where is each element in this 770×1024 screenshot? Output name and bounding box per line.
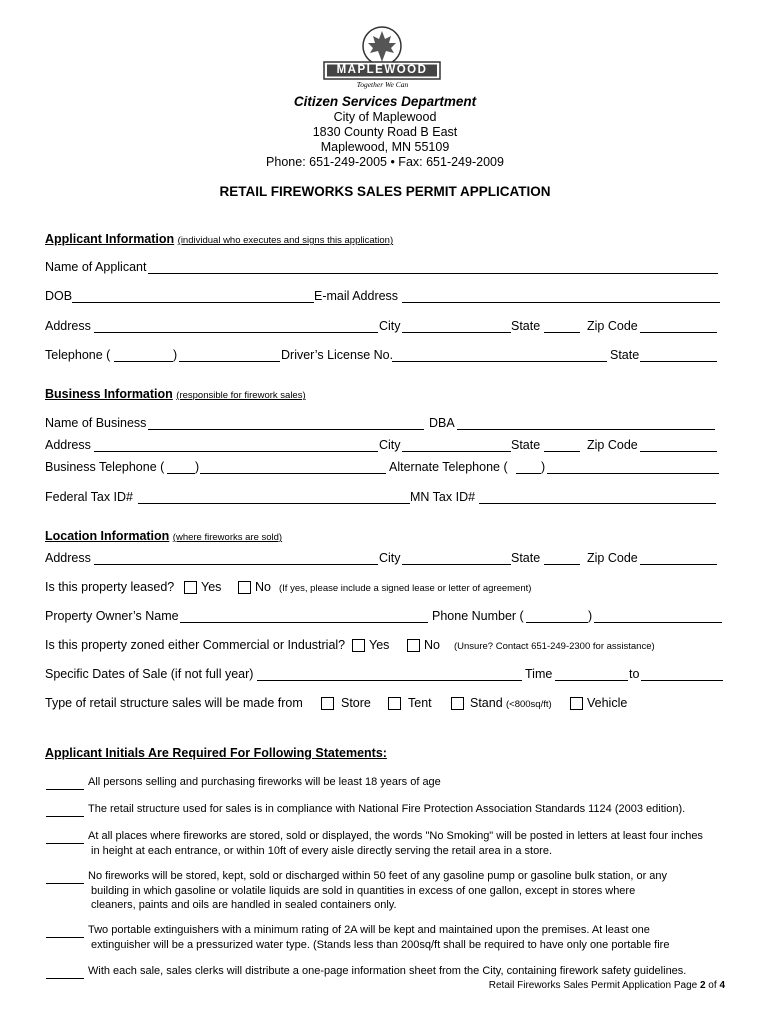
time-end-field[interactable] <box>641 680 723 681</box>
owner-phone-close: ) <box>588 609 593 623</box>
applicant-telephone-close: ) <box>173 348 178 362</box>
initials-heading: Applicant Initials Are Required For Following Statements: <box>45 746 387 760</box>
department-name: Citizen Services Department <box>293 94 477 109</box>
business-area-code-field[interactable] <box>167 473 195 474</box>
city-state-zip: Maplewood, MN 55109 <box>320 140 450 154</box>
statement-item <box>46 964 736 979</box>
time-label: Time <box>525 667 553 681</box>
applicant-zip-field[interactable] <box>640 332 717 333</box>
statement-text: All persons selling and purchasing fireworks will be least 18 years of age <box>88 776 441 788</box>
phone-fax: Phone: 651-249-2005 • Fax: 651-249-2009 <box>266 155 504 169</box>
statement-item <box>46 869 736 912</box>
alt-phone-label: Alternate Telephone ( <box>389 460 508 474</box>
business-state-label: State <box>511 438 541 452</box>
zoned-yes-label: Yes <box>369 638 390 652</box>
stand-checkbox[interactable] <box>451 697 464 710</box>
applicant-telephone-label: Telephone ( <box>45 348 111 362</box>
statement-item <box>46 829 736 858</box>
vehicle-checkbox[interactable] <box>570 697 583 710</box>
business-zip-field[interactable] <box>640 451 717 452</box>
applicant-address-label: Address <box>45 319 91 333</box>
statement-item <box>46 775 736 790</box>
license-label: Driver’s License No. <box>281 348 394 362</box>
license-state-field[interactable] <box>640 361 717 362</box>
statement-continuation: extinguisher will be a pressurized water type. (Stands less than 200sq/ft shall be required to have only one portable fire <box>91 939 670 951</box>
footer-of: of <box>705 980 720 991</box>
time-start-field[interactable] <box>555 680 628 681</box>
structure-question: Type of retail structure sales will be made from <box>45 696 303 710</box>
location-state-field[interactable] <box>544 564 580 565</box>
applicant-telephone-field[interactable] <box>179 361 280 362</box>
business-heading <box>45 387 306 401</box>
statement-continuation: building in which gasoline or volatile liquids are sold in quantities in excess of one gallon, except in stores where cleaners, paints and oils are handled in sealed containers only. <box>91 885 636 911</box>
statement-text: With each sale, sales clerks will distribute a one-page information sheet from the City, containing firework safety guidelines. <box>88 965 687 977</box>
alt-area-code-field[interactable] <box>516 473 541 474</box>
time-to-label: to <box>629 667 640 681</box>
business-phone-label: Business Telephone ( <box>45 460 165 474</box>
owner-phone-label: Phone Number ( <box>432 609 524 623</box>
dba-label: DBA <box>429 416 455 430</box>
business-phone-close: ) <box>195 460 200 474</box>
footer-text: Retail Fireworks Sales Permit Application Page <box>488 980 700 991</box>
mn-tax-field[interactable] <box>479 503 716 504</box>
owner-name-field[interactable] <box>180 622 428 623</box>
zoned-no-label: No <box>424 638 440 652</box>
email-field[interactable] <box>402 302 720 303</box>
location-zip-field[interactable] <box>640 564 717 565</box>
applicant-zip-label: Zip Code <box>587 319 638 333</box>
fed-tax-label: Federal Tax ID# <box>45 490 134 504</box>
dates-field[interactable] <box>257 680 522 681</box>
mn-tax-label: MN Tax ID# <box>410 490 476 504</box>
store-checkbox[interactable] <box>321 697 334 710</box>
statement-text: The retail structure used for sales is in compliance with National Fire Protection Association Standards 1124 (2003 edition). <box>88 803 686 815</box>
dates-label: Specific Dates of Sale (if not full year) <box>45 667 254 681</box>
street-address: 1830 County Road B East <box>312 125 458 139</box>
zoned-question: Is this property zoned either Commercial or Industrial? <box>45 638 346 652</box>
stand-note: (<800sq/ft) <box>506 699 552 710</box>
applicant-heading-note: (individual who executes and signs this application) <box>177 235 394 246</box>
location-city-label: City <box>379 551 401 565</box>
applicant-city-field[interactable] <box>402 332 511 333</box>
location-address-label: Address <box>45 551 91 565</box>
initials-field[interactable] <box>46 775 84 790</box>
dba-field[interactable] <box>457 429 715 430</box>
applicant-city-label: City <box>379 319 401 333</box>
logo-tagline: Together We Can <box>356 80 409 89</box>
applicant-state-field[interactable] <box>544 332 580 333</box>
business-zip-label: Zip Code <box>587 438 638 452</box>
zoned-no-checkbox[interactable] <box>407 639 420 652</box>
statement-continuation: in height at each entrance, or within 10ft of every aisle directly serving the retail area in a store. <box>91 845 553 857</box>
zoned-note: (Unsure? Contact 651-249-2300 for assistance) <box>454 641 655 652</box>
license-field[interactable] <box>392 361 607 362</box>
leased-question: Is this property leased? <box>45 580 175 594</box>
leased-no-checkbox[interactable] <box>238 581 251 594</box>
business-address-label: Address <box>45 438 91 452</box>
business-name-field[interactable] <box>148 429 424 430</box>
owner-area-code-field[interactable] <box>526 622 588 623</box>
applicant-state-label: State <box>511 319 541 333</box>
statement-text: Two portable extinguishers with a minimum rating of 2A will be kept and maintained upon the premises. At least one <box>88 924 650 936</box>
initials-field[interactable] <box>46 869 84 884</box>
applicant-heading <box>45 232 393 246</box>
alt-phone-close: ) <box>541 460 546 474</box>
dob-field[interactable] <box>72 302 314 303</box>
business-address-field[interactable] <box>94 451 378 452</box>
applicant-heading-label: Applicant Information <box>45 232 175 246</box>
location-zip-label: Zip Code <box>587 551 638 565</box>
location-heading <box>45 529 282 543</box>
business-city-field[interactable] <box>402 451 511 452</box>
applicant-name-field[interactable] <box>148 273 718 274</box>
form-title: RETAIL FIREWORKS SALES PERMIT APPLICATION <box>219 184 551 199</box>
statement-item <box>46 802 736 817</box>
location-city-field[interactable] <box>402 564 511 565</box>
leased-no-label: No <box>255 580 271 594</box>
tent-label: Tent <box>408 696 432 710</box>
initials-field[interactable] <box>46 829 84 844</box>
footer-page-number: 2 <box>699 980 706 991</box>
leased-yes-checkbox[interactable] <box>184 581 197 594</box>
page-footer <box>489 980 725 991</box>
business-heading-label: Business Information <box>45 387 173 401</box>
alt-phone-field[interactable] <box>547 473 719 474</box>
zoned-yes-checkbox[interactable] <box>352 639 365 652</box>
leased-yes-label: Yes <box>201 580 222 594</box>
license-state-label: State <box>610 348 640 362</box>
applicant-address-field[interactable] <box>94 332 378 333</box>
initials-field[interactable] <box>46 802 84 817</box>
business-city-label: City <box>379 438 401 452</box>
footer-page-total: 4 <box>719 980 725 991</box>
owner-name-label: Property Owner’s Name <box>45 609 179 623</box>
applicant-name-label: Name of Applicant <box>45 260 147 274</box>
statement-text: At all places where fireworks are stored, sold or displayed, the words "No Smoking" will be posted in letters at least four inches <box>88 830 703 842</box>
email-label: E-mail Address <box>314 289 399 303</box>
dob-label: DOB <box>45 289 73 303</box>
stand-label: Stand <box>470 696 503 710</box>
maplewood-logo <box>320 26 445 92</box>
applicant-area-code-field[interactable] <box>114 361 173 362</box>
business-phone-field[interactable] <box>200 473 386 474</box>
business-state-field[interactable] <box>544 451 580 452</box>
location-state-label: State <box>511 551 541 565</box>
location-address-field[interactable] <box>94 564 378 565</box>
initials-field[interactable] <box>46 923 84 938</box>
location-heading-note: (where fireworks are sold) <box>172 532 283 543</box>
statement-item <box>46 923 736 952</box>
logo-wordmark: MAPLEWOOD <box>336 64 428 76</box>
business-heading-note: (responsible for firework sales) <box>176 390 306 401</box>
initials-field[interactable] <box>46 964 84 979</box>
statement-text: No fireworks will be stored, kept, sold or discharged within 50 feet of any gasoline pump or gasoline bulk station, or any <box>88 870 668 882</box>
vehicle-label: Vehicle <box>587 696 628 710</box>
business-name-label: Name of Business <box>45 416 147 430</box>
tent-checkbox[interactable] <box>388 697 401 710</box>
owner-phone-field[interactable] <box>594 622 722 623</box>
fed-tax-field[interactable] <box>138 503 410 504</box>
location-heading-label: Location Information <box>45 529 170 543</box>
city-name: City of Maplewood <box>333 110 437 124</box>
leased-note: (If yes, please include a signed lease or letter of agreement) <box>279 583 532 594</box>
store-label: Store <box>341 696 371 710</box>
